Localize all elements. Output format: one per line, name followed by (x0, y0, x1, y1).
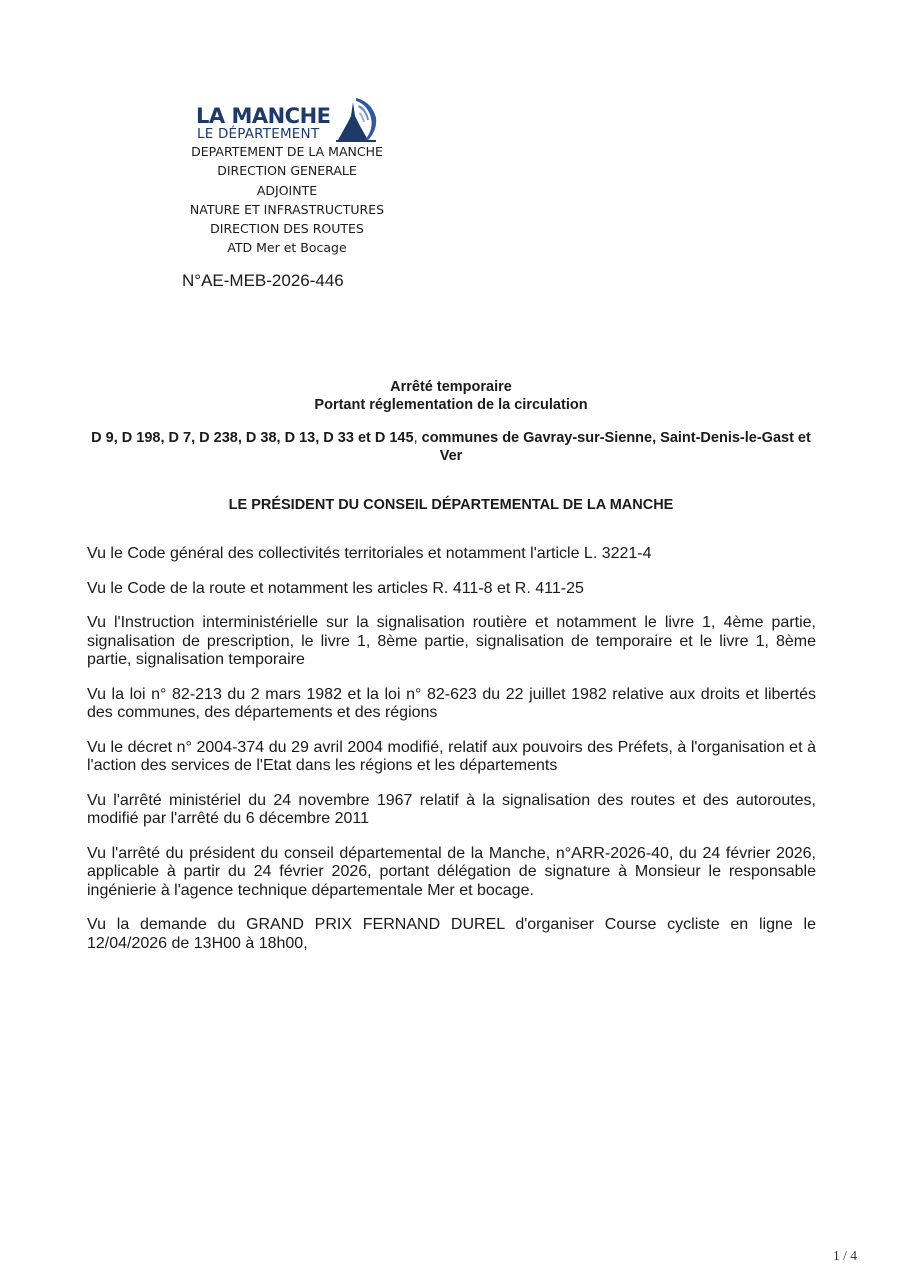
dept-line: ATD Mer et Bocage (227, 240, 347, 256)
consideration-item: Vu la loi n° 82-213 du 2 mars 1982 et la loi n° 82-623 du 22 juillet 1982 relative aux droits et libertés des communes, des départements et des régions (87, 685, 816, 721)
department-lines (186, 142, 388, 258)
department-logo (186, 96, 388, 142)
consideration-item: Vu le Code de la route et notamment les articles R. 411-8 et R. 411-25 (87, 579, 584, 597)
consideration-item: Vu l'arrêté du président du conseil départemental de la Manche, n°ARR-2026-40, du 24 février 2026, applicable à partir du 24 février 2026, portant délégation de signature à Monsieur le responsable ingénierie à l'agence technique départementale Mer et bocage. (87, 844, 816, 899)
roads-separator: , (413, 430, 422, 446)
dept-line: NATURE ET INFRASTRUCTURES (189, 201, 385, 217)
consideration-item: Vu le décret n° 2004-374 du 29 avril 2004 modifié, relatif aux pouvoirs des Préfets, à l'organisation et à l'action des services de l'Etat dans les régions et les départements (87, 738, 816, 774)
decree-title (90, 378, 812, 414)
dept-line: DIRECTION GENERALE ADJOINTE (217, 163, 357, 198)
mont-saint-michel-icon (334, 96, 380, 142)
dept-line: DIRECTION DES ROUTES (210, 221, 364, 237)
authority-heading: LE PRÉSIDENT DU CONSEIL DÉPARTEMENTAL DE LA MANCHE (228, 497, 674, 513)
title-line-2: Portant réglementation de la circulation (314, 397, 588, 413)
consideration-item: Vu l'Instruction interministérielle sur la signalisation routière et notamment le livre 1, 4ème partie, signalisation de prescription, le livre 1, 8ème partie, signalisation de temporaire et le livre 1, 8ème partie, signalisation temporaire (87, 614, 816, 668)
header-block (186, 96, 388, 258)
reference-number: N°AE-MEB-2026-446 (182, 271, 344, 290)
title-line-1: Arrêté temporaire (390, 379, 512, 395)
roads-and-communes (90, 429, 812, 465)
consideration-item: Vu la demande du GRAND PRIX FERNAND DUREL d'organiser Course cycliste en ligne le 12/04/2026 de 13H00 à 18h00, (87, 916, 816, 952)
page-number: 1 / 4 (832, 1248, 857, 1263)
considerations-list (87, 545, 816, 969)
logo-subtitle: LE DÉPARTEMENT (197, 126, 320, 142)
consideration-item: Vu l'arrêté ministériel du 24 novembre 1967 relatif à la signalisation des routes et des autoroutes, modifié par l'arrêté du 6 décembre 2011 (87, 791, 816, 827)
consideration-item: Vu le Code général des collectivités territoriales et notamment l'article L. 3221-4 (87, 545, 652, 562)
road-list: D 9, D 198, D 7, D 238, D 38, D 13, D 33 et D 145 (91, 430, 414, 446)
dept-line: DEPARTEMENT DE LA MANCHE (191, 144, 383, 159)
commune-list: communes de Gavray-sur-Sienne, Saint-Denis-le-Gast et Ver (421, 430, 811, 464)
logo-title: LA MANCHE (196, 104, 331, 128)
